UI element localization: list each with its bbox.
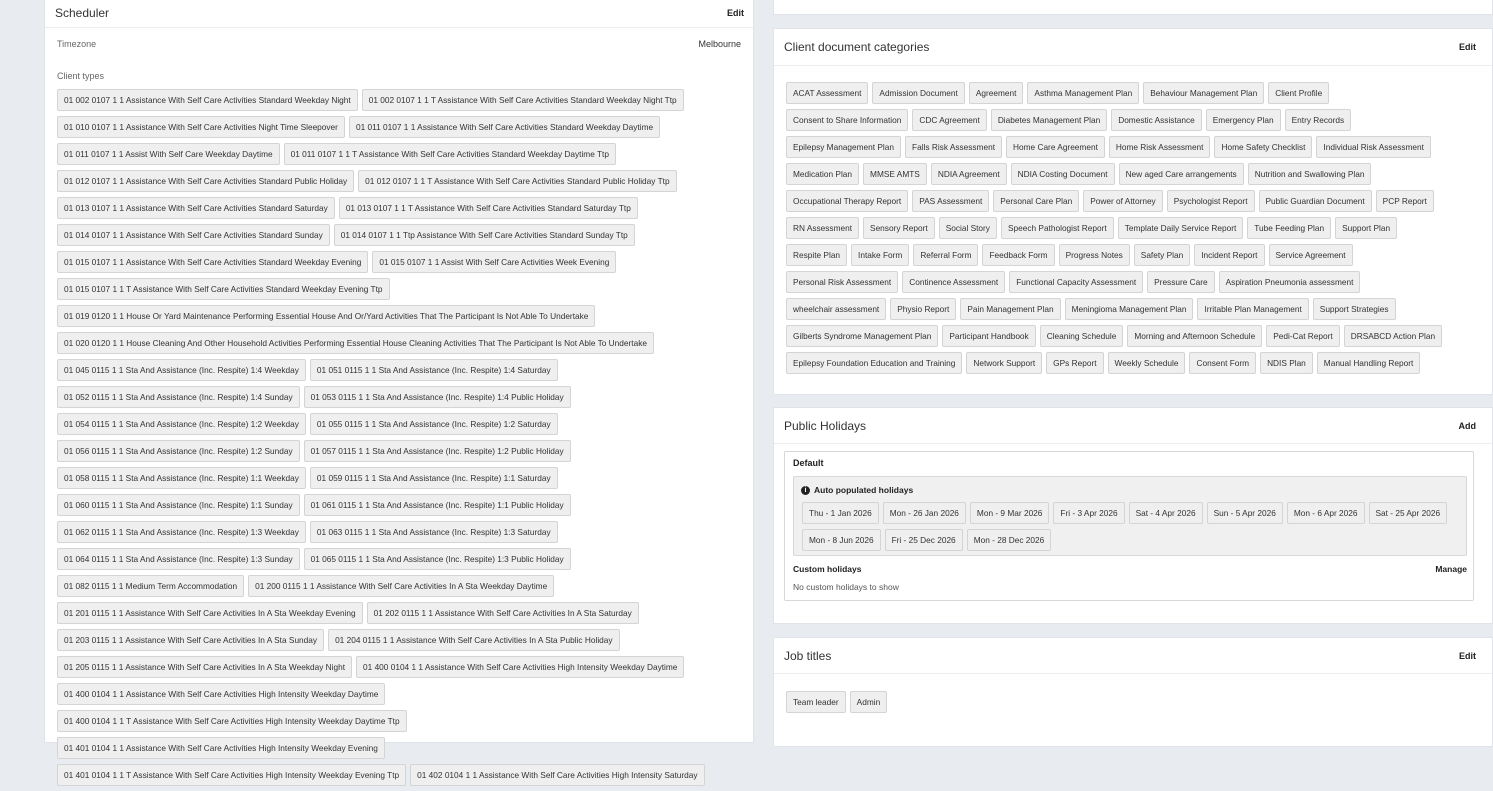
holiday-tag[interactable]: Sun - 5 Apr 2026 xyxy=(1207,502,1283,524)
holiday-tag[interactable]: Mon - 8 Jun 2026 xyxy=(802,529,881,551)
doc-category-tag[interactable]: Intake Form xyxy=(851,244,909,266)
custom-holidays-empty: No custom holidays to show xyxy=(793,582,899,592)
timezone-label: Timezone xyxy=(57,39,97,49)
doc-category-tag[interactable]: PAS Assessment xyxy=(912,190,989,212)
client-type-tag[interactable]: 01 015 0107 1 1 Assist With Self Care Activities Week Evening xyxy=(372,251,616,273)
doc-category-tag[interactable]: Occupational Therapy Report xyxy=(786,190,908,212)
doc-category-tag[interactable]: Home Risk Assessment xyxy=(1109,136,1211,158)
client-type-tag[interactable]: 01 002 0107 1 1 Assistance With Self Care Activities Standard Weekday Night xyxy=(57,89,358,111)
holidays-box xyxy=(784,451,1474,601)
doc-category-tag[interactable]: Service Agreement xyxy=(1269,244,1353,266)
job-title-tag[interactable]: Team leader xyxy=(786,691,846,713)
doc-category-tag[interactable]: RN Assessment xyxy=(786,217,859,239)
doc-category-tag[interactable]: Behaviour Management Plan xyxy=(1143,82,1264,104)
doc-category-tag[interactable]: Diabetes Management Plan xyxy=(991,109,1107,131)
doc-category-tag[interactable]: Emergency Plan xyxy=(1206,109,1281,131)
job-titles-panel xyxy=(773,637,1493,747)
holiday-tag[interactable]: Mon - 9 Mar 2026 xyxy=(970,502,1049,524)
doc-category-tag[interactable]: Support Strategies xyxy=(1313,298,1396,320)
doc-category-tag[interactable]: Agreement xyxy=(969,82,1024,104)
client-type-tag[interactable]: 01 063 0115 1 1 Sta And Assistance (Inc. Respite) 1:3 Saturday xyxy=(310,521,558,543)
client-type-tag[interactable]: 01 052 0115 1 1 Sta And Assistance (Inc. Respite) 1:4 Sunday xyxy=(57,386,300,408)
client-type-tag[interactable]: 01 054 0115 1 1 Sta And Assistance (Inc. Respite) 1:2 Weekday xyxy=(57,413,306,435)
holiday-tag[interactable]: Fri - 3 Apr 2026 xyxy=(1053,502,1124,524)
client-type-tag[interactable]: 01 203 0115 1 1 Assistance With Self Care Activities In A Sta Sunday xyxy=(57,629,324,651)
client-type-tag[interactable]: 01 051 0115 1 1 Sta And Assistance (Inc. Respite) 1:4 Saturday xyxy=(310,359,558,381)
scheduler-panel xyxy=(44,0,754,780)
client-type-tag[interactable]: 01 002 0107 1 1 T Assistance With Self Care Activities Standard Weekday Night Ttp xyxy=(362,89,684,111)
doc-category-tag[interactable]: MMSE AMTS xyxy=(863,163,927,185)
scheduler-header xyxy=(45,0,753,28)
client-type-tag[interactable]: 01 011 0107 1 1 T Assistance With Self Care Activities Standard Weekday Daytime Ttp xyxy=(284,143,616,165)
doc-category-tag[interactable]: Network Support xyxy=(966,352,1042,374)
client-type-tag[interactable]: 01 062 0115 1 1 Sta And Assistance (Inc. Respite) 1:3 Weekday xyxy=(57,521,306,543)
holiday-tag[interactable]: Fri - 25 Dec 2026 xyxy=(885,529,963,551)
doc-category-tag[interactable]: Continence Assessment xyxy=(902,271,1005,293)
doc-category-tag[interactable]: Pain Management Plan xyxy=(960,298,1060,320)
doc-category-tag[interactable]: Falls Risk Assessment xyxy=(905,136,1002,158)
doc-category-tag[interactable]: Social Story xyxy=(939,217,997,239)
doc-category-tag[interactable]: Support Plan xyxy=(1335,217,1397,239)
client-type-tag[interactable]: 01 019 0120 1 1 House Or Yard Maintenance Performing Essential House And Or/Yard Activities That The Participant Is Not Able To Undertake xyxy=(57,305,595,327)
doc-category-tag[interactable]: Power of Attorney xyxy=(1083,190,1163,212)
client-type-tag[interactable]: 01 056 0115 1 1 Sta And Assistance (Inc. Respite) 1:2 Sunday xyxy=(57,440,300,462)
doc-category-tag[interactable]: Pedi-Cat Report xyxy=(1266,325,1340,347)
client-type-tag[interactable]: 01 013 0107 1 1 T Assistance With Self Care Activities Standard Saturday Ttp xyxy=(339,197,638,219)
holiday-tag[interactable]: Mon - 28 Dec 2026 xyxy=(967,529,1052,551)
doc-category-tag[interactable]: NDIS Plan xyxy=(1260,352,1313,374)
auto-holidays-box xyxy=(793,476,1467,556)
client-type-tag[interactable]: 01 402 0104 1 1 Assistance With Self Care Activities High Intensity Saturday xyxy=(410,764,704,786)
doc-category-tag[interactable]: Irritable Plan Management xyxy=(1197,298,1308,320)
client-type-tag[interactable]: 01 401 0104 1 1 T Assistance With Self Care Activities High Intensity Weekday Evening Ttp xyxy=(57,764,406,786)
doc-category-tag[interactable]: NDIA Agreement xyxy=(931,163,1007,185)
client-types-list xyxy=(45,89,735,791)
timezone-row xyxy=(45,39,753,49)
doc-category-tag[interactable]: Epilepsy Management Plan xyxy=(786,136,901,158)
doc-category-tag[interactable]: Functional Capacity Assessment xyxy=(1009,271,1143,293)
auto-holidays-heading xyxy=(801,485,913,495)
client-type-tag[interactable]: 01 400 0104 1 1 Assistance With Self Care Activities High Intensity Weekday Daytime xyxy=(57,683,385,705)
doc-category-tag[interactable]: Participant Handbook xyxy=(942,325,1035,347)
auto-holidays-label: Auto populated holidays xyxy=(814,485,914,495)
doc-category-tag[interactable]: Tube Feeding Plan xyxy=(1247,217,1331,239)
client-type-tag[interactable]: 01 057 0115 1 1 Sta And Assistance (Inc. Respite) 1:2 Public Holiday xyxy=(304,440,571,462)
client-type-tag[interactable]: 01 061 0115 1 1 Sta And Assistance (Inc. Respite) 1:1 Public Holiday xyxy=(304,494,571,516)
doc-category-tag[interactable]: Personal Risk Assessment xyxy=(786,271,898,293)
scheduler-title: Scheduler xyxy=(55,6,110,20)
doc-categories-list xyxy=(774,66,1474,379)
doc-category-tag[interactable]: Epilepsy Foundation Education and Training xyxy=(786,352,962,374)
doc-category-tag[interactable]: Template Daily Service Report xyxy=(1118,217,1244,239)
scheduler-edit-button[interactable]: Edit xyxy=(727,8,744,18)
doc-category-tag[interactable]: Medication Plan xyxy=(786,163,859,185)
client-type-tag[interactable]: 01 400 0104 1 1 T Assistance With Self Care Activities High Intensity Weekday Daytime Ttp xyxy=(57,710,407,732)
holiday-tag[interactable]: Sat - 4 Apr 2026 xyxy=(1129,502,1203,524)
doc-category-tag[interactable]: Aspiration Pneumonia assessment xyxy=(1219,271,1361,293)
doc-category-tag[interactable]: Domestic Assistance xyxy=(1111,109,1202,131)
doc-category-tag[interactable]: Feedback Form xyxy=(982,244,1054,266)
client-type-tag[interactable]: 01 058 0115 1 1 Sta And Assistance (Inc. Respite) 1:1 Weekday xyxy=(57,467,306,489)
public-holidays-panel xyxy=(773,407,1493,624)
doc-category-tag[interactable]: Asthma Management Plan xyxy=(1027,82,1139,104)
client-types-label: Client types xyxy=(57,71,105,81)
job-titles-header xyxy=(774,638,1492,674)
holidays-header xyxy=(774,408,1492,444)
doc-category-tag[interactable]: ACAT Assessment xyxy=(786,82,868,104)
client-type-tag[interactable]: 01 015 0107 1 1 Assistance With Self Care Activities Standard Weekday Evening xyxy=(57,251,368,273)
doc-category-tag[interactable]: Pressure Care xyxy=(1147,271,1215,293)
doc-category-tag[interactable]: Sensory Report xyxy=(863,217,935,239)
holiday-tag[interactable]: Mon - 26 Jan 2026 xyxy=(883,502,966,524)
client-type-tag[interactable]: 01 065 0115 1 1 Sta And Assistance (Inc. Respite) 1:3 Public Holiday xyxy=(304,548,571,570)
client-type-tag[interactable]: 01 401 0104 1 1 Assistance With Self Care Activities High Intensity Weekday Evening xyxy=(57,737,385,759)
holiday-tag[interactable]: Thu - 1 Jan 2026 xyxy=(802,502,879,524)
manage-holidays-button[interactable]: Manage xyxy=(1435,564,1467,574)
client-type-tag[interactable]: 01 400 0104 1 1 Assistance With Self Care Activities High Intensity Weekday Daytime xyxy=(356,656,684,678)
doc-categories-edit-button[interactable]: Edit xyxy=(1459,42,1476,52)
job-titles-list xyxy=(774,674,1492,718)
holiday-tag[interactable]: Mon - 6 Apr 2026 xyxy=(1287,502,1365,524)
doc-category-tag[interactable]: Home Care Agreement xyxy=(1006,136,1105,158)
job-title-tag[interactable]: Admin xyxy=(850,691,888,713)
client-type-tag[interactable]: 01 045 0115 1 1 Sta And Assistance (Inc. Respite) 1:4 Weekday xyxy=(57,359,306,381)
client-type-tag[interactable]: 01 202 0115 1 1 Assistance With Self Care Activities In A Sta Saturday xyxy=(367,602,639,624)
client-type-tag[interactable]: 01 082 0115 1 1 Medium Term Accommodation xyxy=(57,575,244,597)
client-type-tag[interactable]: 01 064 0115 1 1 Sta And Assistance (Inc. Respite) 1:3 Sunday xyxy=(57,548,300,570)
doc-category-tag[interactable]: Personal Care Plan xyxy=(993,190,1079,212)
client-type-tag[interactable]: 01 020 0120 1 1 House Cleaning And Other Household Activities Performing Essential House Cleaning Activities That The Participant Is Not Able To Undertake xyxy=(57,332,654,354)
doc-category-tag[interactable]: DRSABCD Action Plan xyxy=(1344,325,1442,347)
client-type-tag[interactable]: 01 014 0107 1 1 Assistance With Self Care Activities Standard Sunday xyxy=(57,224,330,246)
doc-category-tag[interactable]: Physio Report xyxy=(890,298,956,320)
doc-category-tag[interactable]: Manual Handling Report xyxy=(1317,352,1420,374)
top-partial-panel xyxy=(773,0,1493,15)
client-type-tag[interactable]: 01 012 0107 1 1 Assistance With Self Care Activities Standard Public Holiday xyxy=(57,170,354,192)
doc-category-tag[interactable]: Safety Plan xyxy=(1134,244,1190,266)
doc-category-tag[interactable]: Entry Records xyxy=(1285,109,1352,131)
client-type-tag[interactable]: 01 200 0115 1 1 Assistance With Self Care Activities In A Sta Weekday Daytime xyxy=(248,575,554,597)
client-type-tag[interactable]: 01 055 0115 1 1 Sta And Assistance (Inc. Respite) 1:2 Saturday xyxy=(310,413,558,435)
holidays-default-label: Default xyxy=(793,458,824,468)
job-titles-title: Job titles xyxy=(784,648,832,663)
doc-category-tag[interactable]: Consent to Share Information xyxy=(786,109,908,131)
client-type-tag[interactable]: 01 204 0115 1 1 Assistance With Self Care Activities In A Sta Public Holiday xyxy=(328,629,619,651)
doc-category-tag[interactable]: Cleaning Schedule xyxy=(1040,325,1124,347)
doc-category-tag[interactable]: Public Guardian Document xyxy=(1259,190,1372,212)
doc-categories-header xyxy=(774,29,1492,66)
doc-category-tag[interactable]: Referral Form xyxy=(913,244,978,266)
info-icon: i xyxy=(801,486,810,495)
client-type-tag[interactable]: 01 059 0115 1 1 Sta And Assistance (Inc. Respite) 1:1 Saturday xyxy=(310,467,558,489)
client-type-tag[interactable]: 01 013 0107 1 1 Assistance With Self Care Activities Standard Saturday xyxy=(57,197,335,219)
client-type-tag[interactable]: 01 015 0107 1 1 T Assistance With Self Care Activities Standard Weekday Evening Ttp xyxy=(57,278,390,300)
doc-category-tag[interactable]: PCP Report xyxy=(1376,190,1434,212)
holidays-title: Public Holidays xyxy=(784,418,867,433)
doc-category-tag[interactable]: Consent Form xyxy=(1189,352,1256,374)
custom-holidays-label: Custom holidays xyxy=(793,564,862,574)
doc-category-tag[interactable]: Psychologist Report xyxy=(1167,190,1255,212)
doc-category-tag[interactable]: New aged Care arrangements xyxy=(1119,163,1244,185)
doc-category-tag[interactable]: Gilberts Syndrome Management Plan xyxy=(786,325,938,347)
doc-category-tag[interactable]: Respite Plan xyxy=(786,244,847,266)
doc-category-tag[interactable]: Speech Pathologist Report xyxy=(1001,217,1114,239)
doc-categories-title: Client document categories xyxy=(784,40,930,54)
doc-category-tag[interactable]: Nutrition and Swallowing Plan xyxy=(1248,163,1372,185)
client-type-tag[interactable]: 01 012 0107 1 1 T Assistance With Self Care Activities Standard Public Holiday Ttp xyxy=(358,170,676,192)
client-type-tag[interactable]: 01 060 0115 1 1 Sta And Assistance (Inc. Respite) 1:1 Sunday xyxy=(57,494,300,516)
doc-category-tag[interactable]: Weekly Schedule xyxy=(1108,352,1186,374)
doc-category-tag[interactable]: NDIA Costing Document xyxy=(1011,163,1115,185)
doc-category-tag[interactable]: CDC Agreement xyxy=(912,109,986,131)
auto-holidays-list xyxy=(802,502,1467,556)
doc-category-tag[interactable]: Progress Notes xyxy=(1059,244,1130,266)
doc-category-tag[interactable]: wheelchair assessment xyxy=(786,298,886,320)
client-type-tag[interactable]: 01 014 0107 1 1 Ttp Assistance With Self Care Activities Standard Sunday Ttp xyxy=(334,224,635,246)
client-type-tag[interactable]: 01 201 0115 1 1 Assistance With Self Care Activities In A Sta Weekday Evening xyxy=(57,602,363,624)
doc-category-tag[interactable]: GPs Report xyxy=(1046,352,1103,374)
client-type-tag[interactable]: 01 011 0107 1 1 Assistance With Self Care Activities Standard Weekday Daytime xyxy=(349,116,660,138)
doc-category-tag[interactable]: Admission Document xyxy=(872,82,964,104)
client-type-tag[interactable]: 01 205 0115 1 1 Assistance With Self Care Activities In A Sta Weekday Night xyxy=(57,656,352,678)
job-titles-edit-button[interactable]: Edit xyxy=(1459,650,1476,661)
client-type-tag[interactable]: 01 011 0107 1 1 Assist With Self Care Weekday Daytime xyxy=(57,143,280,165)
doc-category-tag[interactable]: Meningioma Management Plan xyxy=(1065,298,1194,320)
client-type-tag[interactable]: 01 053 0115 1 1 Sta And Assistance (Inc. Respite) 1:4 Public Holiday xyxy=(304,386,571,408)
doc-category-tag[interactable]: Individual Risk Assessment xyxy=(1316,136,1431,158)
document-categories-panel xyxy=(773,28,1493,395)
doc-category-tag[interactable]: Morning and Afternoon Schedule xyxy=(1127,325,1262,347)
doc-category-tag[interactable]: Home Safety Checklist xyxy=(1214,136,1312,158)
doc-category-tag[interactable]: Client Profile xyxy=(1268,82,1329,104)
doc-category-tag[interactable]: Incident Report xyxy=(1194,244,1264,266)
timezone-value: Melbourne xyxy=(698,39,741,49)
holiday-tag[interactable]: Sat - 25 Apr 2026 xyxy=(1369,502,1448,524)
client-type-tag[interactable]: 01 010 0107 1 1 Assistance With Self Care Activities Night Time Sleepover xyxy=(57,116,345,138)
holidays-add-button[interactable]: Add xyxy=(1458,420,1476,431)
